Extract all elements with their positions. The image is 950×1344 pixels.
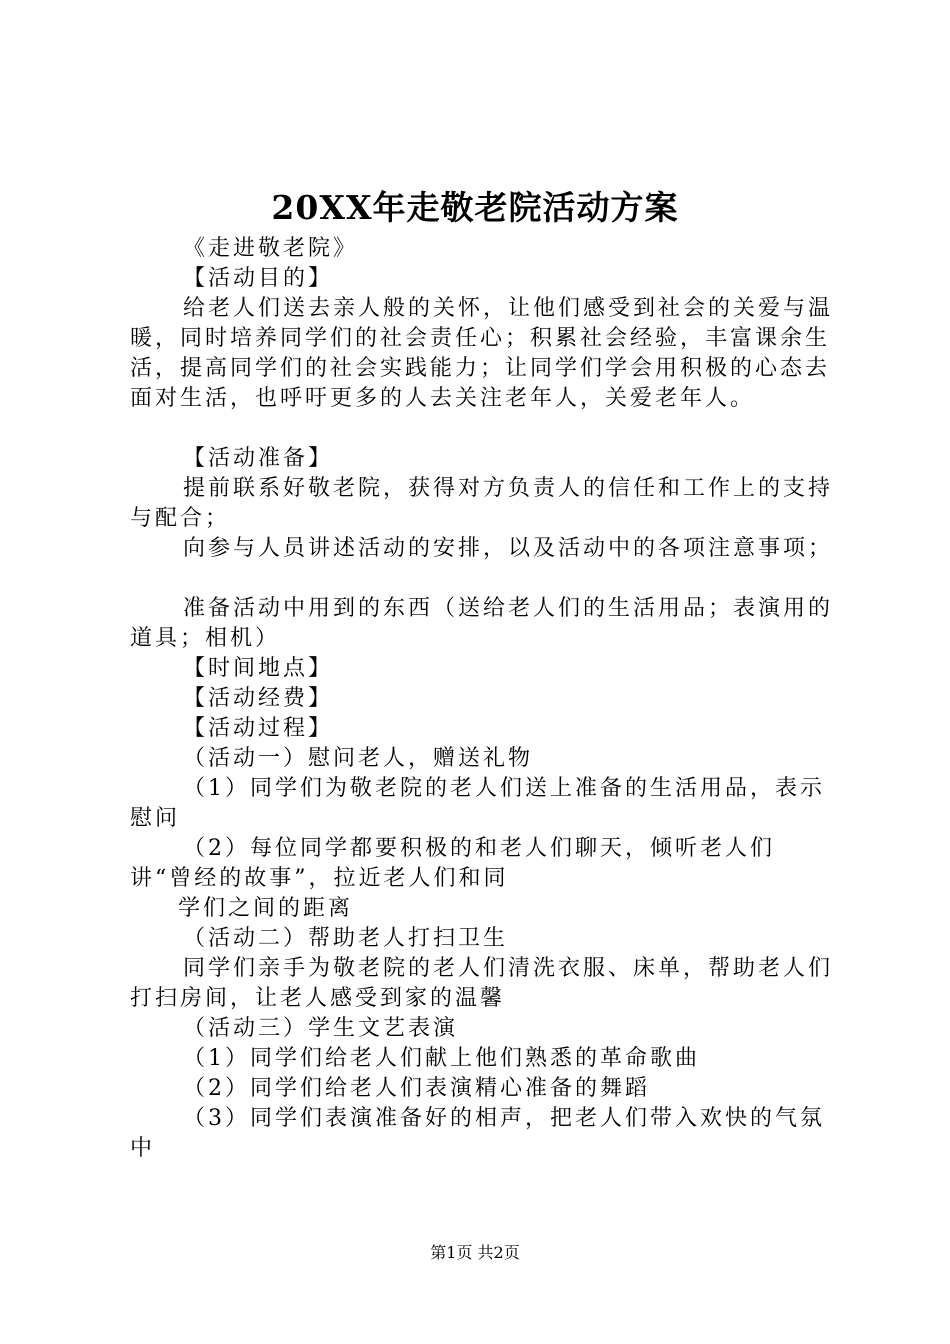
paragraph-activity-three: （活动三）学生文艺表演 — [183, 1016, 459, 1041]
paragraph-activity-one-item-1: （1）同学们为敬老院的老人们送上准备的生活用品，表示慰问 — [130, 776, 825, 831]
paragraph-activity-one: （活动一）慰问老人，赠送礼物 — [183, 746, 534, 771]
paragraph-prep-items: 准备活动中用到的东西（送给老人们的生活用品；表演用的道具；相机） — [130, 596, 834, 651]
section-heading-budget: 【活动经费】 — [183, 686, 334, 711]
document-title: 20XX年走敬老院活动方案 — [271, 188, 679, 227]
page-footer: 第1页 共2页 — [430, 1243, 520, 1262]
paragraph-activity-three-item-1: （1）同学们给老人们献上他们熟悉的革命歌曲 — [183, 1046, 700, 1071]
section-heading-time-place: 【时间地点】 — [183, 656, 334, 681]
paragraph-prep-briefing: 向参与人员讲述活动的安排，以及活动中的各项注意事项； — [183, 536, 834, 561]
section-heading-preparation: 【活动准备】 — [183, 446, 334, 471]
paragraph-activity-one-item-2-cont: 学们之间的距离 — [178, 896, 354, 921]
paragraph-activity-three-item-2: （2）同学们给老人们表演精心准备的舞蹈 — [183, 1076, 650, 1101]
section-heading-process: 【活动过程】 — [183, 716, 334, 741]
paragraph-prep-contact: 提前联系好敬老院，获得对方负责人的信任和工作上的支持与配合； — [130, 476, 834, 531]
paragraph-activity-two-detail: 同学们亲手为敬老院的老人们清洗衣服、床单，帮助老人们打扫房间，让老人感受到家的温馨 — [130, 956, 834, 1011]
paragraph-activity-one-item-2: （2）每位同学都要积极的和老人们聊天，倾听老人们讲“曾经的故事”，拉近老人们和同 — [130, 836, 775, 891]
paragraph-subtitle: 《走进敬老院》 — [183, 236, 359, 261]
paragraph-activity-three-item-3: （3）同学们表演准备好的相声，把老人们带入欢快的气氛中 — [130, 1106, 825, 1161]
paragraph-activity-two: （活动二）帮助老人打扫卫生 — [183, 926, 509, 951]
document-body — [130, 234, 835, 1164]
paragraph-purpose: 给老人们送去亲人般的关怀，让他们感受到社会的关爱与温暖，同时培养同学们的社会责任心；积累社会经验，丰富课余生活，提高同学们的社会实践能力；让同学们学会用积极的心态去面对生活，也呼吁更多的人去关注老年人，关爱老年人。 — [130, 296, 834, 411]
section-heading-purpose: 【活动目的】 — [183, 266, 334, 291]
